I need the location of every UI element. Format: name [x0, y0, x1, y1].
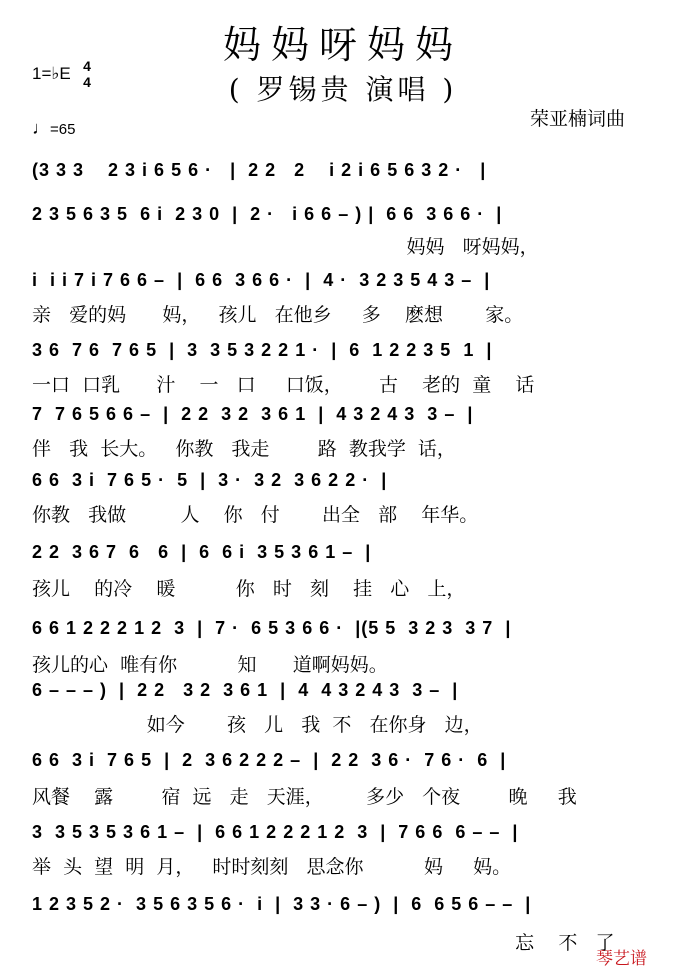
- jianpu-notes: 3 3 5 3 5 3 6 1 – | 6 6 1 2 2 2 1 2 3 | 7 6 6 6 – – |: [32, 822, 519, 842]
- time-signature-top: 4: [83, 58, 91, 74]
- jianpu-notes: i i i 7 i 7 6 6 – | 6 6 3 6 6 · | 4 · 3 2 3 5 4 3 – |: [32, 270, 491, 290]
- lyric-line: 亲 爱的妈 妈， 孩儿 在他乡 多 麽想 家。: [32, 304, 524, 326]
- lyric-line: 伴 我 长大。 你教 我走 路 教我学 话，: [32, 438, 456, 460]
- lyric-line: 如今 孩 儿 我 不 在你身 边，: [32, 714, 483, 736]
- jianpu-notes: 2 2 3 6 7 6 6 | 6 6 i 3 5 3 6 1 – |: [32, 542, 372, 562]
- lyric-line: 举 头 望 明 月， 时时刻刻 思念你 妈 妈。: [32, 856, 512, 878]
- jianpu-notes: 6 6 3 i 7 6 5 | 2 3 6 2 2 2 – | 2 2 3 6 · 7 6 · 6 |: [32, 750, 507, 770]
- notation-row: [32, 160, 662, 190]
- notation-row: [32, 542, 662, 572]
- lyric-line: 风餐 露 宿 远 走 天涯， 多少 个夜 晚 我: [32, 786, 577, 808]
- notation-row: [32, 270, 662, 300]
- jianpu-notes: 3 6 7 6 7 6 5 | 3 3 5 3 2 2 1 · | 6 1 2 2 3 5 1 |: [32, 340, 493, 360]
- lyric-line: 妈妈 呀妈妈，: [32, 236, 539, 258]
- lyricist-composer-credit: 荣亚楠词曲: [530, 109, 626, 130]
- notation-row: [32, 618, 662, 648]
- time-signature-bottom: 4: [83, 74, 91, 90]
- key-signature: 1=♭E: [32, 64, 71, 83]
- time-signature: [80, 58, 94, 90]
- jianpu-notes: 2 3 5 6 3 5 6 i 2 3 0 | 2 · i 6 6 – ) | 6 6 3 6 6 · |: [32, 204, 503, 224]
- lyric-line: 你教 我做 人 你 付 出全 部 年华。: [32, 504, 479, 526]
- lyric-line: 孩儿的心 唯有你 知 道啊妈妈。: [32, 654, 388, 676]
- notation-row: [32, 340, 662, 370]
- jianpu-notes: 6 – – – ) | 2 2 3 2 3 6 1 | 4 4 3 2 4 3 3 – |: [32, 680, 459, 700]
- notation-row: [32, 404, 662, 434]
- notation-row: [32, 680, 662, 710]
- notation-row: [32, 750, 662, 780]
- lyric-line: 忘 不 了: [32, 932, 615, 954]
- song-title: 妈妈呀妈妈: [222, 23, 463, 67]
- performer-subtitle: ( 罗锡贵 演唱 ): [228, 73, 458, 106]
- lyric-line: 一口 口乳 汁 一 口 口饭， 古 老的 童 话: [32, 374, 535, 396]
- jianpu-notes: 7 7 6 5 6 6 – | 2 2 3 2 3 6 1 | 4 3 2 4 3 3 – |: [32, 404, 474, 424]
- notation-row: [32, 204, 662, 234]
- jianpu-notes: 1 2 3 5 2 · 3 5 6 3 5 6 · i | 3 3 · 6 – ) | 6 6 5 6 – – |: [32, 894, 532, 914]
- quarter-note-icon: ♩: [32, 118, 50, 138]
- notation-row: [32, 894, 662, 924]
- site-watermark: 琴艺谱: [596, 949, 647, 969]
- tempo-value: =65: [50, 121, 76, 138]
- jianpu-notes: 6 6 3 i 7 6 5 · 5 | 3 · 3 2 3 6 2 2 · |: [32, 470, 388, 490]
- tempo-marking: [32, 118, 75, 139]
- notation-row: [32, 822, 662, 852]
- notation-row: [32, 470, 662, 500]
- jianpu-notes: 6 6 1 2 2 2 1 2 3 | 7 · 6 5 3 6 6 · |(5 5 3 2 3 3 7 |: [32, 618, 512, 638]
- lyric-line: 孩儿 的冷 暖 你 时 刻 挂 心 上，: [32, 578, 466, 600]
- jianpu-notes: (3 3 3 2 3 i 6 5 6 · | 2 2 2 i 2 i 6 5 6 3 2 · |: [32, 160, 487, 180]
